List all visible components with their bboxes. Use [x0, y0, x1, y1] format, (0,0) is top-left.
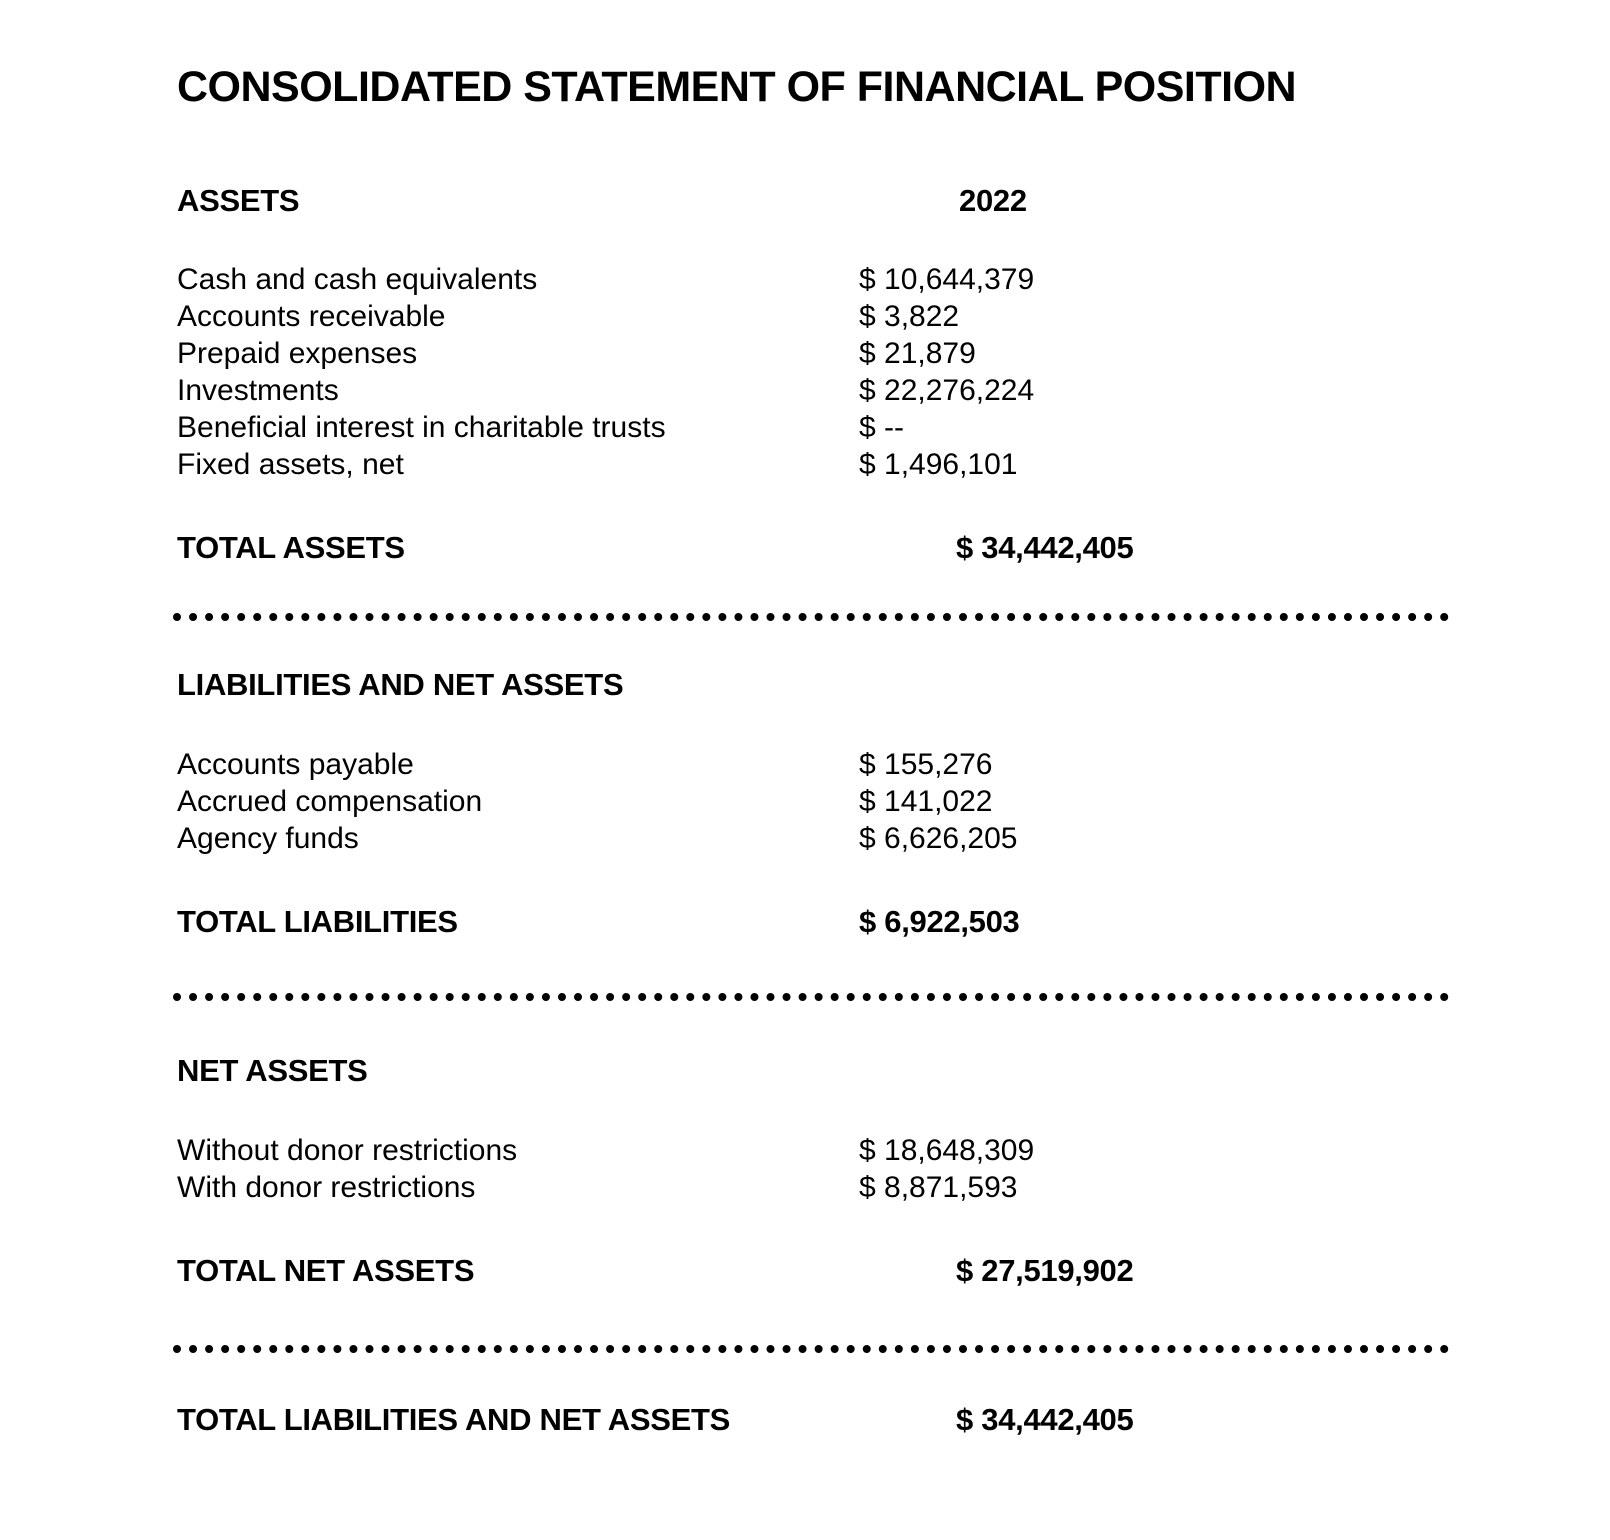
liability-item-label: Accounts payable — [177, 748, 414, 781]
liability-item-label: Accrued compensation — [177, 785, 483, 818]
asset-item-label: Fixed assets, net — [177, 448, 404, 481]
total-assets-value: $ 34,442,405 — [956, 530, 1134, 565]
liability-item-label: Agency funds — [177, 822, 359, 855]
total-liabilities-value: $ 6,922,503 — [859, 904, 1020, 939]
asset-item-label: Prepaid expenses — [177, 337, 418, 370]
net-asset-item-label: With donor restrictions — [177, 1171, 476, 1204]
asset-item-label: Cash and cash equivalents — [177, 263, 538, 296]
section-divider — [173, 993, 1449, 1001]
net-asset-item-value: $ 18,648,309 — [859, 1134, 1035, 1167]
asset-item-label: Investments — [177, 374, 339, 407]
assets-heading: ASSETS — [177, 183, 300, 218]
page-title: CONSOLIDATED STATEMENT OF FINANCIAL POSITION — [177, 63, 1297, 111]
total-net-assets-label: TOTAL NET ASSETS — [177, 1253, 475, 1288]
liabilities-heading: LIABILITIES AND NET ASSETS — [177, 667, 624, 702]
net-asset-item-label: Without donor restrictions — [177, 1134, 518, 1167]
total-liabilities-label: TOTAL LIABILITIES — [177, 904, 458, 939]
asset-item-value: $ 3,822 — [859, 300, 960, 333]
asset-item-label: Beneficial interest in charitable trusts — [177, 411, 666, 444]
section-divider — [173, 1345, 1449, 1353]
asset-item-value: $ -- — [859, 411, 904, 444]
net-asset-item-value: $ 8,871,593 — [859, 1171, 1018, 1204]
net-assets-heading: NET ASSETS — [177, 1053, 368, 1088]
asset-item-value: $ 10,644,379 — [859, 263, 1035, 296]
total-assets-label: TOTAL ASSETS — [177, 530, 405, 565]
total-net-assets-value: $ 27,519,902 — [956, 1253, 1134, 1288]
liability-item-value: $ 6,626,205 — [859, 822, 1018, 855]
year-column-header: 2022 — [959, 183, 1027, 218]
liability-item-value: $ 141,022 — [859, 785, 993, 818]
asset-item-value: $ 21,879 — [859, 337, 976, 370]
asset-item-label: Accounts receivable — [177, 300, 446, 333]
grand-total-value: $ 34,442,405 — [956, 1402, 1134, 1437]
section-divider — [173, 613, 1449, 621]
asset-item-value: $ 22,276,224 — [859, 374, 1035, 407]
grand-total-label: TOTAL LIABILITIES AND NET ASSETS — [177, 1402, 731, 1437]
liability-item-value: $ 155,276 — [859, 748, 993, 781]
asset-item-value: $ 1,496,101 — [859, 448, 1018, 481]
